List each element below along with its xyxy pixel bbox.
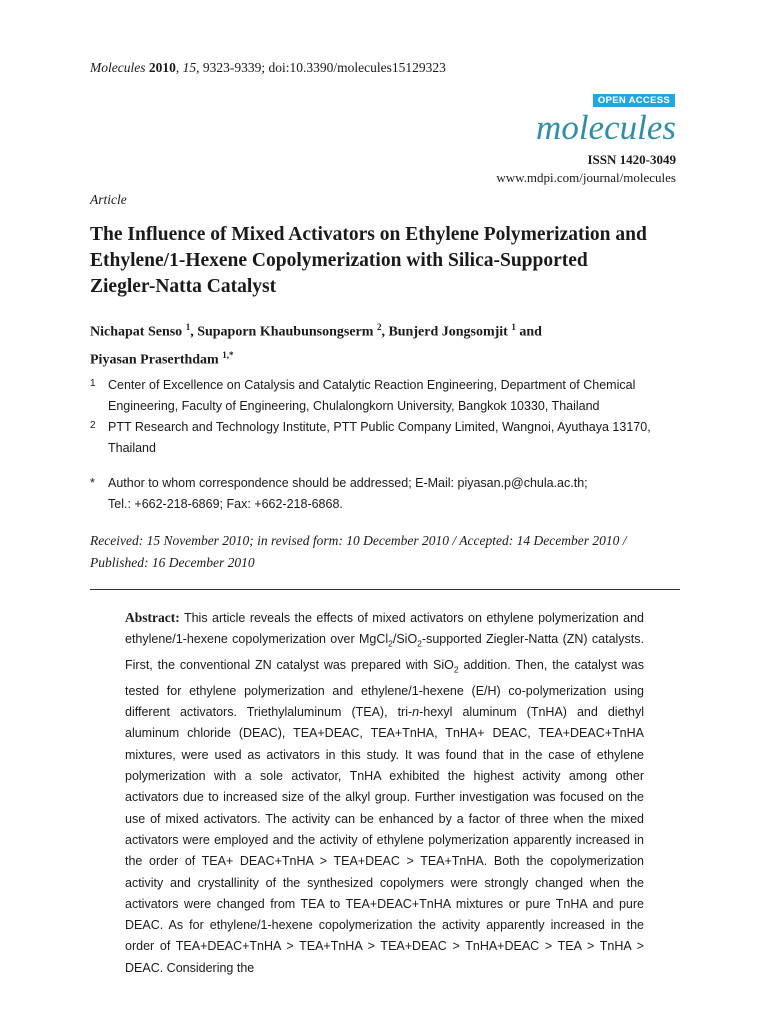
dates-line: Received: 15 November 2010; in revised form: 10 December 2010 / Accepted: 14 December 2010 / (90, 533, 627, 548)
citation-journal: Molecules (90, 60, 146, 75)
citation-line: Molecules 2010, 15, 9323-9339; doi:10.3390/molecules15129323 (90, 60, 446, 75)
correspondence-line: Author to whom correspondence should be addressed; E-Mail: piyasan.p@chula.ac.th; (108, 476, 588, 490)
journal-url[interactable]: www.mdpi.com/journal/molecules (496, 170, 676, 185)
author-affiliation-mark: 1 (185, 322, 191, 332)
abstract (125, 607, 644, 979)
author-affiliation-mark: 1 (511, 322, 516, 332)
abstract-text: This article reveals the effects of mixed activators on ethylene polymerization and ethylene/1-hexene copolymerization over MgCl (125, 611, 644, 647)
article-type: Article (90, 192, 127, 207)
title-line: The Influence of Mixed Activators on Ethylene Polymerization and (90, 224, 647, 245)
author-list: Nichapat Senso $^1$, Supaporn Khaubunsongserm $^2$, Bunjerd Jongsomjit $^1$ and Piyasan Praserthdam $^{1,*}$ (90, 322, 542, 368)
author-name: Bunjerd Jongsomjit (388, 324, 508, 340)
title-line: Ethylene/1-Hexene Copolymerization with Silica-Supported (90, 250, 588, 271)
publication-dates (90, 530, 680, 574)
abstract-text: -hexyl aluminum (TnHA) and diethyl aluminum chloride (DEAC), TEA+DEAC, TEA+TnHA, TnHA+ DEAC, TEA+DEAC+TnHA mixtures, were used as activators in this study. It was found that in the case of ethylene polymerization with a sole activator, TnHA exhibited the highest activity among other activators due to increased size of the alkyl group. Further investigation was focused on the use of mixed activators. The activity can be enhanced by a factor of three when the mixed activators were employed and the activity of ethylene polymerization apparently increased in the order of TEA+ DEAC+TnHA > TEA+DEAC > TEA+TnHA. Both the copolymerization activity and crystallinity of the synthesized copolymers were strongly changed when the activators were changed from TEA to TEA+DEAC+TnHA mixtures or pure TnHA and pure DEAC. As for ethylene/1-hexene copolymerization the activity apparently increased in the order of TEA+DEAC+TnHA > TEA+TnHA > TEA+DEAC > TnHA+DEAC > TEA > TnHA > DEAC. Considering the (125, 705, 644, 975)
italic-text: n (412, 705, 420, 720)
author-affiliation-mark: 1,* (222, 349, 234, 360)
affiliation (90, 375, 690, 417)
subscript: 2 (417, 638, 422, 649)
author-conjunction: and (519, 324, 542, 340)
citation-volume: 15 (182, 60, 197, 75)
affiliation-text: PTT Research and Technology Institute, PTT Public Company Limited, Wangnoi, Ayuthaya 13170, Thailand (108, 420, 651, 455)
citation-year: 2010 (148, 60, 176, 75)
author-name: Supaporn Khaubunsongserm (197, 324, 374, 340)
article-title (90, 222, 690, 300)
dates-line: Published: 16 December 2010 (90, 555, 255, 570)
author-name: Nichapat Senso (90, 324, 183, 340)
abstract-text: addition. Then, the catalyst was tested for ethylene polymerization and ethylene/1-hexene (E/H) co-polymerization using different activators. Triethylaluminum (TEA), tri- (125, 658, 644, 720)
abstract-label: Abstract: (125, 610, 180, 625)
correspondence-mark: * (90, 476, 95, 490)
subscript: 2 (388, 638, 393, 649)
correspondence (90, 473, 690, 515)
author-affiliation-mark: 2 (376, 322, 382, 332)
affiliation (90, 417, 690, 459)
issn: ISSN 1420-3049 (587, 152, 676, 167)
open-access-badge: OPEN ACCESS (593, 94, 675, 107)
title-line: Ziegler-Natta Catalyst (90, 276, 277, 297)
subscript: 2 (453, 664, 459, 675)
author-name: Piyasan Praserthdam (90, 352, 219, 368)
abstract-text: -supported Ziegler-Natta (ZN) catalysts. First, the conventional ZN catalyst was prepared with SiO (125, 632, 644, 673)
affiliation-text: Center of Excellence on Catalysis and Catalytic Reaction Engineering, Department of Chemical Engineering, Faculty of Engineering, Chulalongkorn University, Bangkok 10330, Thailand (108, 378, 636, 413)
citation-doi: , 9323-9339; doi:10.3390/molecules15129323 (196, 60, 446, 75)
abstract-text: /SiO (392, 632, 418, 647)
affiliation-mark: 2 (90, 420, 96, 431)
journal-logo: molecules (536, 108, 676, 147)
affiliation-mark: 1 (90, 378, 96, 389)
correspondence-line: Tel.: +662-218-6869; Fax: +662-218-6868. (108, 497, 343, 511)
section-divider (90, 589, 680, 590)
